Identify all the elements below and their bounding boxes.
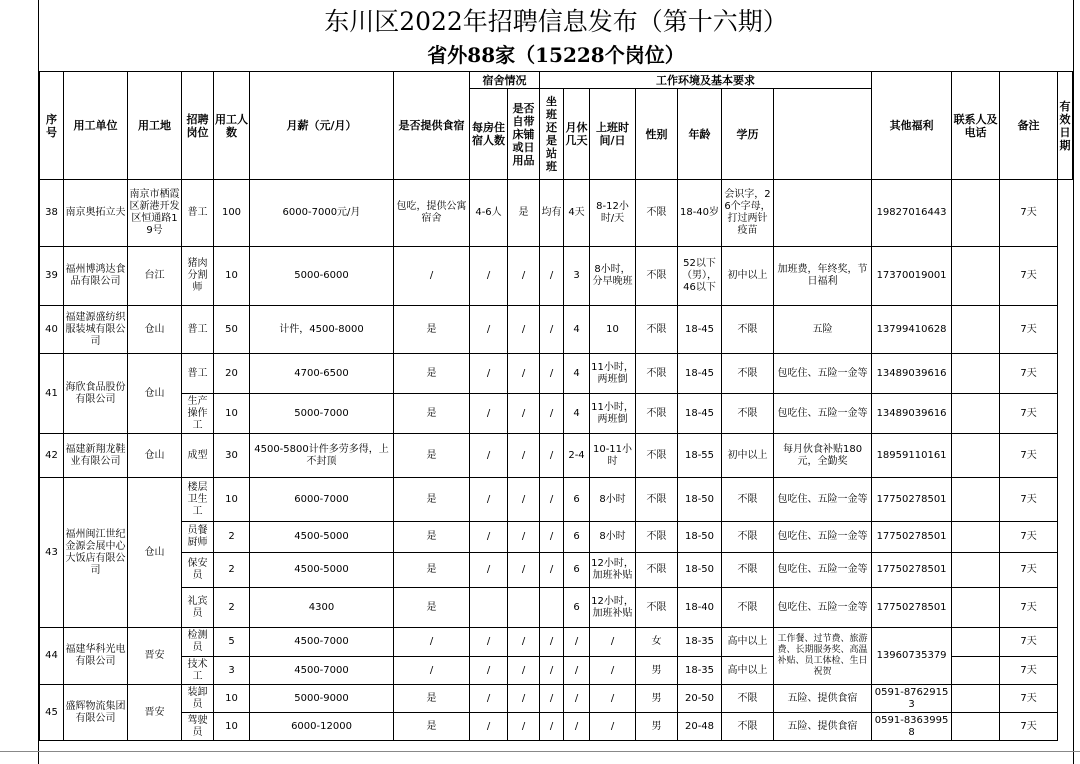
cell-hours: / xyxy=(590,685,636,713)
header-education: 学历 xyxy=(722,89,774,180)
cell-count: 10 xyxy=(214,478,250,522)
cell-remark xyxy=(952,685,1000,713)
cell-contact: 17750278501 xyxy=(872,522,952,553)
cell-dorm-supplies: / xyxy=(508,434,540,478)
cell-days: / xyxy=(564,713,590,741)
cell-count: 3 xyxy=(214,657,250,685)
cell-age: 18-50 xyxy=(678,553,722,588)
cell-education: 不限 xyxy=(722,588,774,628)
cell-dorm-supplies: / xyxy=(508,553,540,588)
cell-food-lodging: 是 xyxy=(394,713,470,741)
cell-contact: 19827016443 xyxy=(872,180,952,247)
cell-age: 18-45 xyxy=(678,394,722,434)
cell-position: 装卸员 xyxy=(182,685,214,713)
cell-remark xyxy=(952,180,1000,247)
cell-food-lodging: / xyxy=(394,628,470,657)
cell-food-lodging: 包吃，提供公寓宿舍 xyxy=(394,180,470,247)
cell-dorm-per-room: / xyxy=(470,394,508,434)
header-seq: 序号 xyxy=(40,72,64,180)
header-dorm-group: 宿舍情况 xyxy=(470,72,540,89)
cell-count: 2 xyxy=(214,553,250,588)
cell-hours: 10-11小时 xyxy=(590,434,636,478)
cell-food-lodging: 是 xyxy=(394,306,470,354)
cell-days: 6 xyxy=(564,553,590,588)
cell-benefits: 包吃住、五险一金等 xyxy=(774,478,872,522)
cell-education: 不限 xyxy=(722,394,774,434)
cell-food-lodging: 是 xyxy=(394,588,470,628)
cell-dorm-supplies: / xyxy=(508,394,540,434)
table-row xyxy=(40,354,1073,394)
cell-days: 4 xyxy=(564,394,590,434)
cell-gender: 不限 xyxy=(636,434,678,478)
cell-benefits: 五险、提供食宿 xyxy=(774,713,872,741)
cell-dorm-supplies: / xyxy=(508,657,540,685)
cell-hours: 11小时，两班倒 xyxy=(590,354,636,394)
cell-company: 福州博鸿达食品有限公司 xyxy=(64,247,128,306)
header-hours: 上班时间/日 xyxy=(590,89,636,180)
cell-dorm-per-room: / xyxy=(470,354,508,394)
header-contact: 联系人及电话 xyxy=(952,72,1000,180)
table-row xyxy=(40,713,1073,741)
cell-seq: 42 xyxy=(40,434,64,478)
cell-dorm-per-room: / xyxy=(470,553,508,588)
cell-hours: / xyxy=(590,628,636,657)
cell-validity: 7天 xyxy=(1000,247,1058,306)
cell-sit-stand: / xyxy=(540,306,564,354)
cell-sit-stand: / xyxy=(540,478,564,522)
cell-benefits: 工作餐、过节费、旅游费、长期服务奖、高温补贴、员工体检、生日祝贺 xyxy=(774,628,872,685)
table-row xyxy=(40,588,1073,628)
cell-location: 晋安 xyxy=(128,685,182,741)
cell-days: 6 xyxy=(564,522,590,553)
cell-dorm-per-room: / xyxy=(470,522,508,553)
cell-gender: 不限 xyxy=(636,553,678,588)
sheet-bottom-border xyxy=(0,751,1080,752)
cell-count: 2 xyxy=(214,522,250,553)
cell-dorm-supplies: / xyxy=(508,354,540,394)
cell-seq: 39 xyxy=(40,247,64,306)
table-row xyxy=(40,180,1073,247)
cell-seq: 43 xyxy=(40,478,64,628)
cell-dorm-per-room: / xyxy=(470,657,508,685)
cell-count: 100 xyxy=(214,180,250,247)
cell-hours: 10 xyxy=(590,306,636,354)
cell-validity: 7天 xyxy=(1000,478,1058,522)
cell-dorm-per-room: / xyxy=(470,685,508,713)
cell-age: 18-35 xyxy=(678,628,722,657)
cell-seq: 38 xyxy=(40,180,64,247)
cell-remark xyxy=(952,657,1000,685)
cell-dorm-supplies xyxy=(508,588,540,628)
cell-sit-stand: / xyxy=(540,394,564,434)
cell-remark xyxy=(952,628,1000,657)
cell-dorm-supplies: 是 xyxy=(508,180,540,247)
recruitment-table xyxy=(39,71,1073,741)
cell-days: / xyxy=(564,657,590,685)
header-remarks: 备注 xyxy=(1000,72,1058,180)
cell-food-lodging: 是 xyxy=(394,478,470,522)
cell-food-lodging: 是 xyxy=(394,434,470,478)
cell-hours: 12小时，加班补贴 xyxy=(590,588,636,628)
cell-validity: 7天 xyxy=(1000,657,1058,685)
cell-gender: 男 xyxy=(636,685,678,713)
cell-age: 18-40岁 xyxy=(678,180,722,247)
table-row xyxy=(40,394,1073,434)
cell-remark xyxy=(952,588,1000,628)
cell-position: 普工 xyxy=(182,354,214,394)
cell-dorm-supplies: / xyxy=(508,247,540,306)
cell-education: 不限 xyxy=(722,522,774,553)
cell-age: 20-48 xyxy=(678,713,722,741)
cell-contact: 17370019001 xyxy=(872,247,952,306)
cell-age: 20-50 xyxy=(678,685,722,713)
cell-salary: 4300 xyxy=(250,588,394,628)
cell-salary: 计件，4500-8000 xyxy=(250,306,394,354)
cell-salary: 5000-6000 xyxy=(250,247,394,306)
cell-validity: 7天 xyxy=(1000,685,1058,713)
cell-validity: 7天 xyxy=(1000,394,1058,434)
cell-dorm-per-room: 4-6人 xyxy=(470,180,508,247)
cell-location: 仓山 xyxy=(128,306,182,354)
cell-age: 18-55 xyxy=(678,434,722,478)
cell-education: 高中以上 xyxy=(722,628,774,657)
cell-gender: 不限 xyxy=(636,306,678,354)
header-work-group: 工作环境及基本要求 xyxy=(540,72,872,89)
table-row xyxy=(40,522,1073,553)
header-row-1 xyxy=(40,72,1073,89)
cell-count: 10 xyxy=(214,685,250,713)
cell-dorm-per-room: / xyxy=(470,628,508,657)
cell-benefits: 五险、提供食宿 xyxy=(774,685,872,713)
cell-food-lodging: 是 xyxy=(394,354,470,394)
cell-age: 18-40 xyxy=(678,588,722,628)
cell-company: 福建源盛纺织服装城有限公司 xyxy=(64,306,128,354)
cell-education: 初中以上 xyxy=(722,247,774,306)
cell-position: 驾驶员 xyxy=(182,713,214,741)
table-row xyxy=(40,685,1073,713)
header-gender: 性别 xyxy=(636,89,678,180)
cell-benefits: 包吃住、五险一金等 xyxy=(774,588,872,628)
cell-position: 技术工 xyxy=(182,657,214,685)
cell-remark xyxy=(952,394,1000,434)
cell-salary: 4500-7000 xyxy=(250,628,394,657)
cell-contact: 13489039616 xyxy=(872,394,952,434)
cell-age: 18-50 xyxy=(678,522,722,553)
cell-validity: 7天 xyxy=(1000,306,1058,354)
sheet-right-border xyxy=(1073,0,1074,764)
cell-remark xyxy=(952,354,1000,394)
cell-benefits: 包吃住、五险一金等 xyxy=(774,522,872,553)
cell-contact: 17750278501 xyxy=(872,478,952,522)
cell-benefits: 包吃住、五险一金等 xyxy=(774,354,872,394)
cell-validity: 7天 xyxy=(1000,588,1058,628)
cell-count: 10 xyxy=(214,247,250,306)
cell-gender: 男 xyxy=(636,713,678,741)
cell-validity: 7天 xyxy=(1000,713,1058,741)
cell-benefits xyxy=(774,180,872,247)
cell-position: 楼层卫生工 xyxy=(182,478,214,522)
cell-age: 18-35 xyxy=(678,657,722,685)
header-benefits: 其他福利 xyxy=(872,72,952,180)
cell-sit-stand: / xyxy=(540,657,564,685)
cell-dorm-per-room: / xyxy=(470,434,508,478)
cell-education: 高中以上 xyxy=(722,657,774,685)
cell-validity: 7天 xyxy=(1000,354,1058,394)
page-title: 东川区2022年招聘信息发布（第十六期） xyxy=(324,7,788,36)
header-dorm-supplies: 是否自带床铺或日用品 xyxy=(508,89,540,180)
cell-seq: 44 xyxy=(40,628,64,685)
cell-gender: 不限 xyxy=(636,247,678,306)
cell-education: 不限 xyxy=(722,354,774,394)
header-dorm-per-room: 每房住宿人数 xyxy=(470,89,508,180)
page-subtitle: 省外88家（15228个岗位） xyxy=(427,43,685,67)
cell-dorm-supplies: / xyxy=(508,306,540,354)
cell-contact: 0591-83639958 xyxy=(872,713,952,741)
cell-hours: / xyxy=(590,713,636,741)
cell-sit-stand: / xyxy=(540,247,564,306)
cell-education: 初中以上 xyxy=(722,434,774,478)
cell-position: 猪肉分割师 xyxy=(182,247,214,306)
cell-dorm-supplies: / xyxy=(508,628,540,657)
cell-sit-stand: / xyxy=(540,434,564,478)
cell-age: 52以下（男），46以下 xyxy=(678,247,722,306)
cell-position: 普工 xyxy=(182,306,214,354)
cell-education: 不限 xyxy=(722,553,774,588)
cell-days: 3 xyxy=(564,247,590,306)
cell-location: 仓山 xyxy=(128,478,182,628)
header-days-per-month: 月休几天 xyxy=(564,89,590,180)
cell-hours: 8-12小时/天 xyxy=(590,180,636,247)
cell-dorm-supplies: / xyxy=(508,478,540,522)
cell-remark xyxy=(952,247,1000,306)
table-row xyxy=(40,478,1073,522)
cell-location: 仓山 xyxy=(128,354,182,434)
cell-location: 台江 xyxy=(128,247,182,306)
cell-remark xyxy=(952,478,1000,522)
cell-benefits: 包吃住、五险一金等 xyxy=(774,394,872,434)
cell-remark xyxy=(952,553,1000,588)
cell-sit-stand: / xyxy=(540,553,564,588)
cell-dorm-per-room xyxy=(470,588,508,628)
cell-sit-stand: / xyxy=(540,713,564,741)
header-company: 用工单位 xyxy=(64,72,128,180)
cell-benefits: 包吃住、五险一金等 xyxy=(774,553,872,588)
cell-count: 10 xyxy=(214,713,250,741)
cell-gender: 男 xyxy=(636,657,678,685)
cell-gender: 不限 xyxy=(636,394,678,434)
cell-position: 普工 xyxy=(182,180,214,247)
cell-age: 18-45 xyxy=(678,306,722,354)
cell-company: 福建华科光电有限公司 xyxy=(64,628,128,685)
cell-position: 保安员 xyxy=(182,553,214,588)
cell-education: 不限 xyxy=(722,306,774,354)
table-row xyxy=(40,628,1073,657)
cell-salary: 4500-7000 xyxy=(250,657,394,685)
cell-seq: 45 xyxy=(40,685,64,741)
cell-salary: 6000-12000 xyxy=(250,713,394,741)
cell-days: 6 xyxy=(564,588,590,628)
header-location: 用工地 xyxy=(128,72,182,180)
header-sit-stand: 坐班还是站班 xyxy=(540,89,564,180)
header-age: 年龄 xyxy=(678,89,722,180)
cell-food-lodging: / xyxy=(394,657,470,685)
cell-location: 晋安 xyxy=(128,628,182,685)
cell-days: 4 xyxy=(564,306,590,354)
cell-days: 4天 xyxy=(564,180,590,247)
cell-count: 30 xyxy=(214,434,250,478)
cell-remark xyxy=(952,522,1000,553)
cell-validity: 7天 xyxy=(1000,628,1058,657)
cell-gender: 不限 xyxy=(636,354,678,394)
cell-education: 不限 xyxy=(722,478,774,522)
cell-company: 盛辉物流集团有限公司 xyxy=(64,685,128,741)
cell-seq: 41 xyxy=(40,354,64,434)
cell-education: 不限 xyxy=(722,685,774,713)
cell-validity: 7天 xyxy=(1000,434,1058,478)
cell-contact: 18959110161 xyxy=(872,434,952,478)
cell-benefits: 每月伙食补贴180元，全勤奖 xyxy=(774,434,872,478)
cell-days: 2-4 xyxy=(564,434,590,478)
table-row xyxy=(40,247,1073,306)
cell-position: 检测员 xyxy=(182,628,214,657)
cell-gender: 女 xyxy=(636,628,678,657)
cell-salary: 4700-6500 xyxy=(250,354,394,394)
header-position: 招聘岗位 xyxy=(182,72,214,180)
cell-hours: 8小时，分早晚班 xyxy=(590,247,636,306)
cell-count: 20 xyxy=(214,354,250,394)
cell-contact: 13489039616 xyxy=(872,354,952,394)
cell-gender: 不限 xyxy=(636,522,678,553)
cell-position: 生产操作工 xyxy=(182,394,214,434)
cell-contact: 13960735379 xyxy=(872,628,952,685)
cell-days: 4 xyxy=(564,354,590,394)
cell-sit-stand: / xyxy=(540,522,564,553)
cell-dorm-per-room: / xyxy=(470,713,508,741)
cell-education: 会识字，26个字母，打过两针疫苗 xyxy=(722,180,774,247)
cell-salary: 5000-7000 xyxy=(250,394,394,434)
cell-contact: 13799410628 xyxy=(872,306,952,354)
cell-count: 5 xyxy=(214,628,250,657)
cell-location: 南京市栖霞区新港开发区恒通路19号 xyxy=(128,180,182,247)
header-salary: 月薪（元/月） xyxy=(250,72,394,180)
cell-count: 50 xyxy=(214,306,250,354)
header-food-lodging: 是否提供食宿 xyxy=(394,72,470,180)
cell-dorm-supplies: / xyxy=(508,522,540,553)
cell-food-lodging: / xyxy=(394,247,470,306)
cell-salary: 6000-7000 xyxy=(250,478,394,522)
cell-contact: 17750278501 xyxy=(872,553,952,588)
cell-education: 不限 xyxy=(722,713,774,741)
cell-validity: 7天 xyxy=(1000,553,1058,588)
cell-remark xyxy=(952,306,1000,354)
cell-count: 2 xyxy=(214,588,250,628)
cell-remark xyxy=(952,434,1000,478)
header-validity: 有效日期 xyxy=(1058,72,1073,180)
cell-company: 福建新翔龙鞋业有限公司 xyxy=(64,434,128,478)
table-row xyxy=(40,306,1073,354)
cell-position: 成型 xyxy=(182,434,214,478)
table-row xyxy=(40,434,1073,478)
cell-gender: 不限 xyxy=(636,478,678,522)
cell-sit-stand: / xyxy=(540,628,564,657)
cell-salary: 6000-7000元/月 xyxy=(250,180,394,247)
cell-salary: 4500-5800计件多劳多得，上不封顶 xyxy=(250,434,394,478)
cell-remark xyxy=(952,713,1000,741)
cell-food-lodging: 是 xyxy=(394,522,470,553)
cell-salary: 4500-5000 xyxy=(250,522,394,553)
cell-hours: 12小时，加班补贴 xyxy=(590,553,636,588)
cell-position: 员餐厨师 xyxy=(182,522,214,553)
cell-food-lodging: 是 xyxy=(394,685,470,713)
cell-benefits: 加班费，年终奖，节日福利 xyxy=(774,247,872,306)
cell-dorm-supplies: / xyxy=(508,713,540,741)
cell-count: 10 xyxy=(214,394,250,434)
cell-company: 海欣食品股份有限公司 xyxy=(64,354,128,434)
cell-sit-stand: / xyxy=(540,354,564,394)
cell-sit-stand xyxy=(540,588,564,628)
cell-hours: 8小时 xyxy=(590,522,636,553)
cell-days: 6 xyxy=(564,478,590,522)
header-count: 用工人数 xyxy=(214,72,250,180)
cell-company: 南京奥拓立夫 xyxy=(64,180,128,247)
cell-days: / xyxy=(564,628,590,657)
cell-gender: 不限 xyxy=(636,588,678,628)
cell-sit-stand: 均有 xyxy=(540,180,564,247)
cell-sit-stand: / xyxy=(540,685,564,713)
cell-dorm-supplies: / xyxy=(508,685,540,713)
cell-validity: 7天 xyxy=(1000,522,1058,553)
cell-dorm-per-room: / xyxy=(470,306,508,354)
cell-company: 福州闽江世纪金源会展中心大饭店有限公司 xyxy=(64,478,128,628)
cell-age: 18-45 xyxy=(678,354,722,394)
cell-contact: 17750278501 xyxy=(872,588,952,628)
cell-validity: 7天 xyxy=(1000,180,1058,247)
cell-gender: 不限 xyxy=(636,180,678,247)
cell-food-lodging: 是 xyxy=(394,394,470,434)
table-row xyxy=(40,553,1073,588)
cell-age: 18-50 xyxy=(678,478,722,522)
cell-dorm-per-room: / xyxy=(470,247,508,306)
cell-seq: 40 xyxy=(40,306,64,354)
cell-days: / xyxy=(564,685,590,713)
cell-salary: 4500-5000 xyxy=(250,553,394,588)
cell-salary: 5000-9000 xyxy=(250,685,394,713)
cell-contact: 0591-87629153 xyxy=(872,685,952,713)
cell-dorm-per-room: / xyxy=(470,478,508,522)
cell-position: 礼宾员 xyxy=(182,588,214,628)
cell-benefits: 五险 xyxy=(774,306,872,354)
cell-location: 仓山 xyxy=(128,434,182,478)
cell-food-lodging: 是 xyxy=(394,553,470,588)
cell-hours: 11小时，两班倒 xyxy=(590,394,636,434)
cell-hours: / xyxy=(590,657,636,685)
cell-hours: 8小时 xyxy=(590,478,636,522)
